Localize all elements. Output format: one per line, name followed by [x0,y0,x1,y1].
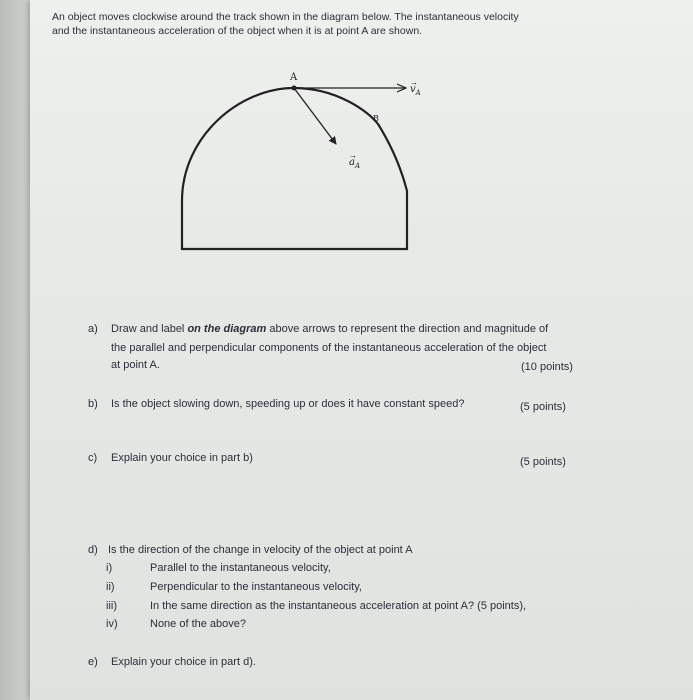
track-path [182,88,407,249]
question-a-line-2: the parallel and perpendicular components of the instantaneous acceleration of the object [111,342,547,354]
acceleration-label: $a_A$ [349,157,361,170]
question-e-text: Explain your choice in part d). [111,656,256,668]
acceleration-vector-mark: → [349,151,357,160]
acceleration-arrow [294,88,336,144]
question-b-marker: b) [88,398,98,410]
option-text: In the same direction as the instantaneous acceleration at point A? (5 points), [150,600,527,612]
question-d-text: Is the direction of the change in velocity of the object at point A [108,544,413,556]
option-text: Parallel to the instantaneous velocity, [150,562,331,574]
option-text: Perpendicular to the instantaneous velocity, [150,581,362,593]
question-a-emphasis: on the diagram [187,323,267,335]
question-e-marker: e) [88,656,98,668]
point-a-label: A [290,72,298,83]
question-a-line-3: at point A. [111,359,160,371]
option-text: None of the above? [150,618,247,630]
option-number: iv) [106,618,118,630]
question-c-marker: c) [88,452,98,464]
point-b-label: B [373,114,379,123]
question-b-points: (5 points) [520,401,566,413]
velocity-vector-mark: → [410,78,418,87]
question-b-text: Is the object slowing down, speeding up or does it have constant speed? [111,398,465,410]
track-diagram [170,66,430,256]
option-number: ii) [106,581,115,593]
velocity-label: $v_A$ [410,84,421,97]
question-a-points: (10 points) [521,361,573,373]
question-d-marker: d) [88,544,98,556]
question-c-text: Explain your choice in part b) [111,452,253,464]
option-number: iii) [106,600,117,612]
option-number: i) [106,562,113,574]
question-c-points: (5 points) [520,456,566,468]
question-a-line-1: Draw and label on the diagram above arrows to represent the direction and magnitude of [111,323,549,335]
question-a-marker: a) [88,323,98,335]
intro-line-1: An object moves clockwise around the track shown in the diagram below. The instantaneous velocity [52,11,519,23]
intro-line-2: and the instantaneous acceleration of the object when it is at point A are shown. [52,25,423,37]
background-edge [0,0,30,700]
